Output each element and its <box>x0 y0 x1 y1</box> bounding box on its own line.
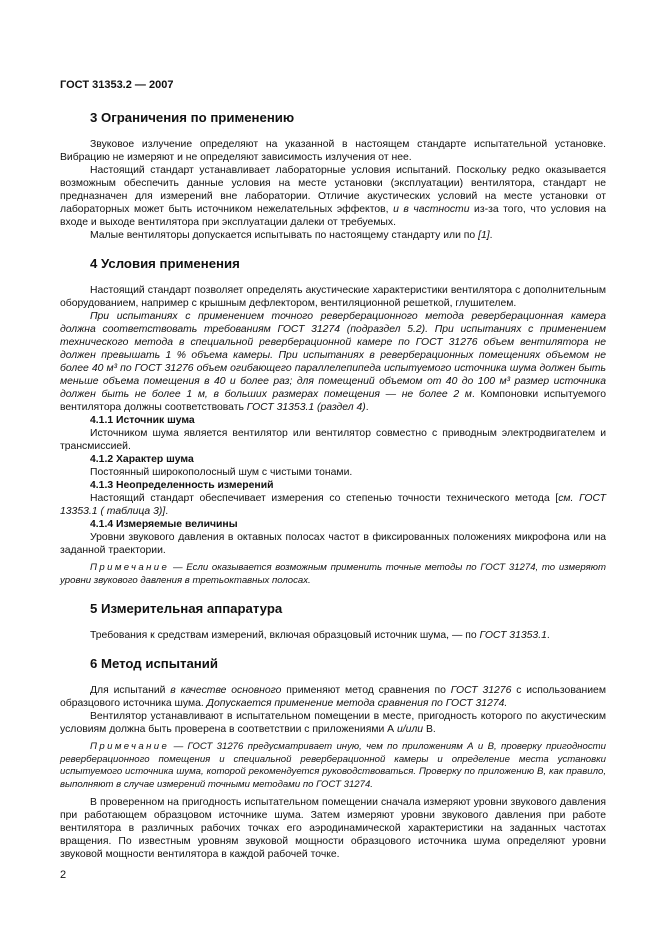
section-6 <box>60 656 606 861</box>
section-5-title: 5 Измерительная аппаратура <box>90 601 283 616</box>
note-text: — ГОСТ 31276 предусматривает иную, чем по приложениям А и В, проверку пригодности реверберационного помещения и специальной реверберационной камеры и определение места установки испытуемого источника шума, которой рекомендуется руководствоваться. Проверку по приложению В, как правило, выполняют в случае измерений точными методами по ГОСТ 31274. <box>60 741 606 790</box>
section-6-paragraph-1 <box>60 684 606 710</box>
subsection-4-1-2-title: 4.1.2 Характер шума <box>90 454 194 465</box>
text-run: с использованием образцового источника шума. <box>60 685 606 709</box>
subsection-4-1-2-text: Постоянный широкополосный шум с чистыми тонами. <box>90 467 353 478</box>
italic-run: см. ГОСТ 13353.1 ( таблица 3)] <box>60 493 606 517</box>
reference-link: [1] <box>478 230 490 241</box>
subsection-4-1-3-text <box>60 492 606 518</box>
italic-run: ГОСТ 31353.1 <box>479 630 547 641</box>
text-run: . <box>365 402 369 413</box>
note-label: Примечание <box>90 741 170 752</box>
italic-run: Допускается применение метода сравнения по ГОСТ 31274. <box>206 698 508 709</box>
subsection-4-1-1-text: Источником шума является вентилятор или вентилятор совместно с приводным электродвигателем и трансмиссией. <box>60 428 606 452</box>
text-run: применяют метод сравнения по <box>281 685 451 696</box>
section-3-paragraph-2 <box>60 164 606 229</box>
section-3-paragraph-3 <box>60 229 606 242</box>
section-4-paragraph-2 <box>60 310 606 414</box>
section-6-title: 6 Метод испытаний <box>90 656 218 671</box>
text-run: Настоящий стандарт обеспечивает измерения со степенью точности технического метода [ <box>90 493 559 504</box>
page-header: ГОСТ 31353.2 — 2007 <box>60 79 174 91</box>
text-run: . Компоновки испытуемого вентилятора должны соответствовать <box>60 389 606 413</box>
section-5 <box>60 601 606 642</box>
text-run: Вентилятор устанавливают в испытательном помещении в месте, пригодность которого по акустическим условиям должна быть проверена в соответствии с приложениями А <box>60 711 606 735</box>
text-run: . <box>165 506 169 517</box>
italic-run: ГОСТ 31276 <box>450 685 512 696</box>
subsection-4-1-4-title: 4.1.4 Измеряемые величины <box>90 519 238 530</box>
page-number: 2 <box>60 869 67 881</box>
text-run: В. <box>423 724 436 735</box>
italic-run: и в частности <box>393 204 470 215</box>
section-6-paragraph-3: В проверенном на пригодность испытательном помещении сначала измеряют уровни звукового давления при работающем образцовом источнике шума. Затем измеряют уровни звукового давления при работе вентилятора в различных рабочих точках его аэродинамической характеристики на заданных частотах вращения. По известным уровням звуковой мощности образцового источника шума определяют уровни звуковой мощности вентилятора в каждой рабочей точке. <box>60 797 606 860</box>
page-content <box>60 110 606 875</box>
section-4-paragraph-1: Настоящий стандарт позволяет определять акустические характеристики вентилятора с дополнительным оборудованием, например с крышным дефлектором, вентиляционной решеткой, глушителем. <box>60 285 606 309</box>
text-run: . <box>546 630 550 641</box>
section-4-title: 4 Условия применения <box>90 256 240 271</box>
text-run: . <box>489 230 493 241</box>
subsection-4-1-1-title: 4.1.1 Источник шума <box>90 415 195 426</box>
italic-run: и/или <box>397 724 424 735</box>
section-5-paragraph-1 <box>60 629 606 642</box>
italic-run: ГОСТ 31353.1 (раздел 4) <box>246 402 366 413</box>
section-4-note <box>60 562 606 587</box>
text-run: Малые вентиляторы допускается испытывать по настоящему стандарту или по <box>90 230 479 241</box>
subsection-4-1-4-text: Уровни звукового давления в октавных полосах частот в фиксированных положениях микрофона или на заданной траектории. <box>60 532 606 556</box>
text-run: из-за того, что условия на входе и выходе вентилятора при эксплуатации далеки от требуемых. <box>60 204 606 228</box>
subsection-4-1-3-title: 4.1.3 Неопределенность измерений <box>90 480 274 491</box>
italic-run: в качестве основного <box>170 685 282 696</box>
section-3-title: 3 Ограничения по применению <box>90 110 295 125</box>
section-3 <box>60 110 606 242</box>
italic-run: При испытаниях с применением точного реверберационного метода реверберационная камера должна соответствовать требованиям ГОСТ 31274 (подраздел 5.2). При испытаниях с применением технического метода в специальной реверберационной камере по ГОСТ 31276 объем вентилятора не должен превышать 1 % объема камеры. При испытаниях в реверберационных помещениях объемом не более 40 м³ по ГОСТ 31276 объем огибающего параллелепипеда испытуемого источника шума должен быть меньше объема помещения в 40 и более раз; для помещений объемом от 40 до 100 м³ размер источника должен быть не более 1 м, в больших размерах помещения — не более 2 м <box>60 311 606 400</box>
text-run: Требования к средствам измерений, включая образцовый источник шума, — по <box>90 630 480 641</box>
section-4 <box>60 256 606 587</box>
section-3-paragraph-1: Звуковое излучение определяют на указанной в настоящем стандарте испытательной установке. Вибрацию не измеряют и не определяют зависимость излучения от нее. <box>60 139 606 163</box>
section-6-note <box>60 741 606 791</box>
note-text: — Если оказывается возможным применить точные методы по ГОСТ 31274, то измеряют уровни звукового давления в третьоктавных полосах. <box>60 562 606 586</box>
text-run: Для испытаний <box>90 685 171 696</box>
note-label: Примечание <box>90 562 170 573</box>
text-run: Настоящий стандарт устанавливает лабораторные условия испытаний. Поскольку редко оказывается возможным обеспечить данные условия на месте установки (эксплуатации) вентилятора, стандарт не предназначен для измерений вне лаборатории. Отличие акустических условий на месте установки от лабораторных может быть источником нежелательных эффектов, <box>60 165 606 215</box>
section-6-paragraph-2 <box>60 710 606 736</box>
